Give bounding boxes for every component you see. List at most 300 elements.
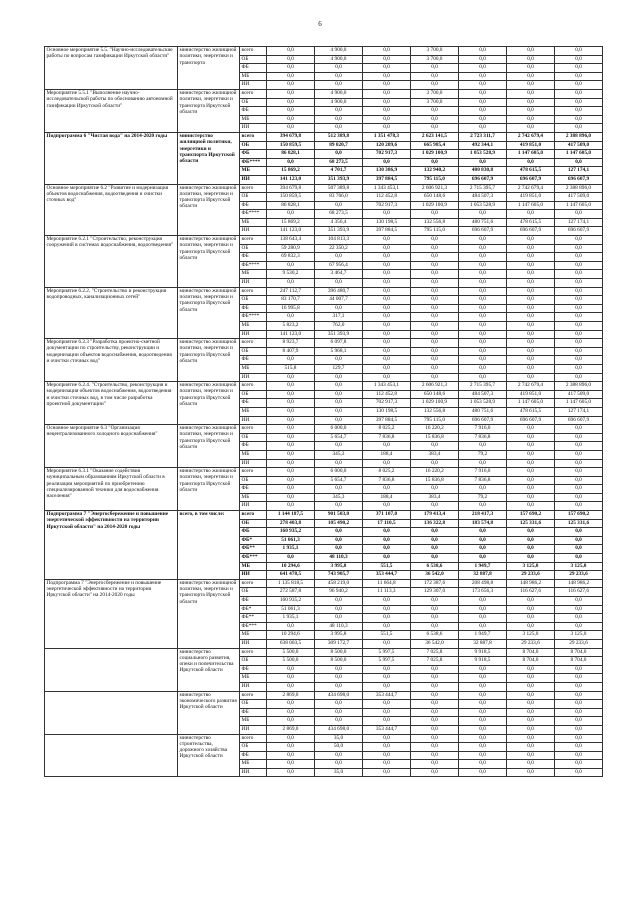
- amount-cell: 3 700,0: [411, 98, 459, 107]
- amount-cell: 0,0: [411, 236, 459, 245]
- amount-cell: 0,0: [459, 81, 507, 90]
- funding-source: ИИ: [240, 502, 267, 511]
- funding-source: ИИ: [240, 227, 267, 236]
- amount-cell: 351 393,9: [315, 330, 363, 339]
- amount-cell: 515,8: [267, 364, 315, 373]
- funding-source: ОБ: [240, 98, 267, 107]
- amount-cell: 148 986,2: [507, 579, 555, 588]
- amount-cell: 0,0: [507, 244, 555, 253]
- funding-source: ОБ: [240, 743, 267, 752]
- amount-cell: 0,0: [507, 485, 555, 494]
- amount-cell: 0,0: [267, 261, 315, 270]
- table-row: [45, 184, 603, 193]
- amount-cell: 3 700,0: [411, 47, 459, 56]
- amount-cell: 0,0: [267, 743, 315, 752]
- amount-cell: 0,0: [315, 545, 363, 554]
- amount-cell: 0,0: [507, 708, 555, 717]
- amount-cell: 0,0: [555, 47, 603, 56]
- amount-cell: 0,0: [315, 253, 363, 262]
- amount-cell: 0,0: [363, 244, 411, 253]
- activity-name: Основное мероприятие 5.5. "Научно-исследовательские работы по вопросам газификации Иркутской области": [45, 47, 178, 90]
- amount-cell: 351 393,9: [315, 175, 363, 184]
- amount-cell: 353 444,7: [363, 691, 411, 700]
- funding-source: ИИ: [240, 373, 267, 382]
- amount-cell: 0,0: [459, 89, 507, 98]
- amount-cell: 0,0: [507, 597, 555, 606]
- amount-cell: 0,0: [555, 347, 603, 356]
- amount-cell: 3 125,0: [555, 562, 603, 571]
- amount-cell: 112 452,8: [363, 193, 411, 202]
- amount-cell: 317,1: [315, 313, 363, 322]
- amount-cell: 1 053 528,9: [459, 399, 507, 408]
- amount-cell: 69 832,3: [267, 253, 315, 262]
- amount-cell: 0,0: [555, 330, 603, 339]
- amount-cell: 0,0: [411, 597, 459, 606]
- amount-cell: 0,0: [363, 236, 411, 245]
- amount-cell: 650 148,6: [411, 390, 459, 399]
- amount-cell: 309 172,7: [315, 639, 363, 648]
- amount-cell: 0,0: [267, 734, 315, 743]
- amount-cell: 484 507,3: [459, 390, 507, 399]
- amount-cell: 29 233,6: [507, 639, 555, 648]
- amount-cell: 0,0: [507, 330, 555, 339]
- amount-cell: 0,0: [555, 751, 603, 760]
- amount-cell: 1 053 528,9: [459, 201, 507, 210]
- amount-cell: 1 147 605,0: [555, 150, 603, 159]
- amount-cell: 0,0: [315, 416, 363, 425]
- amount-cell: 0,0: [363, 734, 411, 743]
- amount-cell: 0,0: [411, 622, 459, 631]
- amount-cell: 105 490,2: [315, 519, 363, 528]
- amount-cell: 2 606 921,3: [411, 184, 459, 193]
- amount-cell: 1 935,1: [267, 545, 315, 554]
- amount-cell: 480 830,8: [459, 167, 507, 176]
- amount-cell: 0,0: [555, 270, 603, 279]
- amount-cell: 0,0: [507, 107, 555, 116]
- amount-cell: 0,0: [267, 751, 315, 760]
- amount-cell: 394 679,8: [267, 184, 315, 193]
- funding-source: ИИ: [240, 725, 267, 734]
- funding-source: МБ: [240, 72, 267, 81]
- amount-cell: 11 113,3: [363, 588, 411, 597]
- table-row: [45, 468, 603, 477]
- amount-cell: 0,0: [363, 554, 411, 563]
- funding-source: всего: [240, 382, 267, 391]
- amount-cell: 1 147 605,0: [507, 399, 555, 408]
- amount-cell: 67 956,4: [315, 261, 363, 270]
- amount-cell: 51 061,3: [267, 536, 315, 545]
- amount-cell: 247 112,7: [267, 287, 315, 296]
- funding-source: ОБ: [240, 476, 267, 485]
- amount-cell: 0,0: [363, 270, 411, 279]
- funding-source: ФБ: [240, 107, 267, 116]
- amount-cell: 0,0: [411, 751, 459, 760]
- amount-cell: 397 884,5: [363, 416, 411, 425]
- amount-cell: 2 715 395,7: [459, 184, 507, 193]
- amount-cell: 0,0: [315, 528, 363, 537]
- amount-cell: 345,3: [315, 493, 363, 502]
- amount-cell: 0,0: [267, 450, 315, 459]
- amount-cell: 1 029 100,9: [411, 399, 459, 408]
- amount-cell: 0,0: [267, 502, 315, 511]
- amount-cell: 0,0: [507, 442, 555, 451]
- amount-cell: 0,0: [555, 468, 603, 477]
- amount-cell: 0,0: [363, 614, 411, 623]
- amount-cell: 0,0: [267, 416, 315, 425]
- amount-cell: 0,0: [555, 253, 603, 262]
- amount-cell: 0,0: [363, 47, 411, 56]
- amount-cell: 5 500,0: [267, 657, 315, 666]
- table-row: [45, 89, 603, 98]
- amount-cell: 0,0: [555, 236, 603, 245]
- amount-cell: 0,0: [315, 442, 363, 451]
- amount-cell: 0,0: [411, 734, 459, 743]
- amount-cell: 0,0: [363, 536, 411, 545]
- amount-cell: 696 607,9: [507, 227, 555, 236]
- amount-cell: 188,4: [363, 450, 411, 459]
- amount-cell: 0,0: [363, 674, 411, 683]
- amount-cell: 0,0: [459, 72, 507, 81]
- amount-cell: 0,0: [507, 356, 555, 365]
- amount-cell: 83 170,7: [267, 296, 315, 305]
- funding-source: ФБ*: [240, 536, 267, 545]
- funding-source: ОБ: [240, 588, 267, 597]
- amount-cell: 0,0: [507, 700, 555, 709]
- activity-name: Подпрограмма 6 "Чистая вода" на 2014-2020 годы: [45, 132, 178, 184]
- amount-cell: 0,0: [363, 597, 411, 606]
- activity-name: Мероприятие 6.2.3 "Разработка проектно-сметной документации по строительству, реконструкции и модернизации объектов водоснабжения, водоотведения и очистки сточных вод": [45, 339, 178, 382]
- amount-cell: 0,0: [507, 373, 555, 382]
- amount-cell: 0,0: [411, 330, 459, 339]
- amount-cell: 68 273,5: [315, 158, 363, 167]
- executor: министерство строительства, дорожного хозяйства Иркутской области: [178, 734, 240, 777]
- amount-cell: 9 918,5: [459, 657, 507, 666]
- amount-cell: 1 343 453,1: [363, 184, 411, 193]
- amount-cell: 6 538,6: [411, 562, 459, 571]
- amount-cell: 8 923,7: [267, 339, 315, 348]
- amount-cell: 5 500,0: [267, 648, 315, 657]
- amount-cell: 0,0: [507, 304, 555, 313]
- amount-cell: 150 859,5: [267, 193, 315, 202]
- amount-cell: 0,0: [459, 347, 507, 356]
- funding-table: [44, 46, 603, 777]
- table-row: [45, 691, 603, 700]
- amount-cell: 0,0: [363, 253, 411, 262]
- amount-cell: 0,0: [459, 304, 507, 313]
- amount-cell: 0,0: [267, 485, 315, 494]
- amount-cell: 0,0: [363, 304, 411, 313]
- amount-cell: 112 452,8: [363, 390, 411, 399]
- amount-cell: 0,0: [363, 639, 411, 648]
- amount-cell: 0,0: [507, 347, 555, 356]
- amount-cell: 0,0: [555, 81, 603, 90]
- amount-cell: 0,0: [555, 768, 603, 777]
- amount-cell: 507 389,8: [315, 184, 363, 193]
- amount-cell: 0,0: [555, 691, 603, 700]
- amount-cell: 0,0: [267, 442, 315, 451]
- funding-source: ИИ: [240, 416, 267, 425]
- amount-cell: 141 123,0: [267, 330, 315, 339]
- amount-cell: 0,0: [555, 279, 603, 288]
- amount-cell: 743 905,7: [315, 571, 363, 580]
- amount-cell: 7 025,8: [411, 657, 459, 666]
- table-row: [45, 511, 603, 520]
- amount-cell: 650 148,6: [411, 193, 459, 202]
- table-row: [45, 47, 603, 56]
- amount-cell: 0,0: [507, 502, 555, 511]
- amount-cell: 0,0: [267, 407, 315, 416]
- amount-cell: 0,0: [315, 150, 363, 159]
- amount-cell: 4 900,0: [315, 89, 363, 98]
- amount-cell: 160 935,2: [267, 597, 315, 606]
- amount-cell: 0,0: [507, 468, 555, 477]
- amount-cell: 0,0: [507, 554, 555, 563]
- amount-cell: 0,0: [267, 382, 315, 391]
- amount-cell: 0,0: [315, 502, 363, 511]
- activity-name: Мероприятие 6.2.2. "Строительство и реконструкция водопроводных, канализационных сетей": [45, 287, 178, 339]
- amount-cell: 2 715 395,7: [459, 382, 507, 391]
- amount-cell: 0,0: [555, 64, 603, 73]
- funding-source: ИИ: [240, 639, 267, 648]
- amount-cell: 0,0: [507, 425, 555, 434]
- amount-cell: 0,0: [363, 296, 411, 305]
- amount-cell: 0,0: [315, 399, 363, 408]
- amount-cell: 0,0: [411, 502, 459, 511]
- amount-cell: 0,0: [363, 356, 411, 365]
- table-row: [45, 339, 603, 348]
- amount-cell: 0,0: [507, 433, 555, 442]
- amount-cell: 0,0: [555, 313, 603, 322]
- amount-cell: 0,0: [555, 734, 603, 743]
- table-row: [45, 648, 603, 657]
- amount-cell: 0,0: [267, 115, 315, 124]
- amount-cell: 5 823,2: [267, 322, 315, 331]
- amount-cell: 0,0: [555, 760, 603, 769]
- amount-cell: 0,0: [267, 665, 315, 674]
- amount-cell: 0,0: [507, 751, 555, 760]
- amount-cell: 86 828,1: [267, 201, 315, 210]
- amount-cell: 0,0: [267, 433, 315, 442]
- amount-cell: 0,0: [459, 751, 507, 760]
- funding-source: ФБ****: [240, 158, 267, 167]
- amount-cell: 0,0: [555, 296, 603, 305]
- amount-cell: 0,0: [315, 382, 363, 391]
- amount-cell: 0,0: [315, 597, 363, 606]
- funding-source: всего: [240, 468, 267, 477]
- amount-cell: 480 751,6: [459, 407, 507, 416]
- amount-cell: 0,0: [411, 665, 459, 674]
- amount-cell: 96 940,2: [315, 588, 363, 597]
- amount-cell: 0,0: [507, 622, 555, 631]
- amount-cell: 0,0: [267, 468, 315, 477]
- amount-cell: 512 389,8: [315, 132, 363, 141]
- funding-source: всего: [240, 511, 267, 520]
- amount-cell: 0,0: [459, 322, 507, 331]
- amount-cell: 0,0: [411, 700, 459, 709]
- amount-cell: 0,0: [363, 72, 411, 81]
- amount-cell: 0,0: [411, 261, 459, 270]
- amount-cell: 5 997,5: [363, 648, 411, 657]
- amount-cell: 0,0: [507, 210, 555, 219]
- amount-cell: 0,0: [459, 442, 507, 451]
- amount-cell: 0,0: [507, 72, 555, 81]
- amount-cell: 417 509,0: [555, 141, 603, 150]
- amount-cell: 0,0: [411, 347, 459, 356]
- executor: министерство жилищной политики, энергетики и транспорта Иркутской области: [178, 579, 240, 648]
- amount-cell: 0,0: [363, 287, 411, 296]
- amount-cell: 0,0: [507, 725, 555, 734]
- amount-cell: 0,0: [267, 313, 315, 322]
- amount-cell: 0,0: [507, 158, 555, 167]
- amount-cell: 0,0: [459, 124, 507, 133]
- funding-source: ФБ: [240, 150, 267, 159]
- amount-cell: 0,0: [555, 674, 603, 683]
- amount-cell: 478 615,5: [507, 407, 555, 416]
- amount-cell: 0,0: [507, 743, 555, 752]
- amount-cell: 0,0: [507, 614, 555, 623]
- table-row: [45, 287, 603, 296]
- funding-source: ОБ: [240, 244, 267, 253]
- amount-cell: 696 607,9: [507, 416, 555, 425]
- amount-cell: 0,0: [315, 107, 363, 116]
- amount-cell: 2 869,0: [267, 725, 315, 734]
- amount-cell: 0,0: [507, 253, 555, 262]
- amount-cell: 278 403,8: [267, 519, 315, 528]
- amount-cell: 0,0: [411, 81, 459, 90]
- funding-source: ИИ: [240, 279, 267, 288]
- amount-cell: 0,0: [411, 313, 459, 322]
- amount-cell: 1 029 100,9: [411, 201, 459, 210]
- amount-cell: 696 607,9: [459, 175, 507, 184]
- amount-cell: 1 935,1: [267, 614, 315, 623]
- amount-cell: 0,0: [555, 700, 603, 709]
- funding-source: ИИ: [240, 682, 267, 691]
- funding-source: ОБ: [240, 296, 267, 305]
- funding-source: ОБ: [240, 55, 267, 64]
- funding-source: ОБ: [240, 193, 267, 202]
- amount-cell: 1 147 605,0: [555, 201, 603, 210]
- amount-cell: 0,0: [363, 485, 411, 494]
- amount-cell: 130 386,9: [363, 167, 411, 176]
- amount-cell: 29 233,6: [555, 639, 603, 648]
- amount-cell: 0,0: [315, 674, 363, 683]
- amount-cell: 696 607,9: [555, 227, 603, 236]
- amount-cell: 218 417,3: [459, 511, 507, 520]
- amount-cell: 160 935,2: [267, 528, 315, 537]
- amount-cell: 0,0: [267, 373, 315, 382]
- amount-cell: 0,0: [507, 64, 555, 73]
- amount-cell: 173 656,3: [459, 588, 507, 597]
- amount-cell: 551,5: [363, 562, 411, 571]
- amount-cell: 0,0: [411, 339, 459, 348]
- funding-source: ИИ: [240, 330, 267, 339]
- amount-cell: 0,0: [363, 339, 411, 348]
- amount-cell: 0,0: [555, 554, 603, 563]
- amount-cell: 0,0: [363, 528, 411, 537]
- amount-cell: 0,0: [507, 665, 555, 674]
- amount-cell: 48 110,3: [315, 622, 363, 631]
- executor: министерство жилищной политики, энергетики и транспорта Иркутской области: [178, 184, 240, 236]
- amount-cell: 141 123,0: [267, 175, 315, 184]
- funding-source: ФБ: [240, 751, 267, 760]
- amount-cell: 696 607,9: [555, 416, 603, 425]
- amount-cell: 0,0: [507, 682, 555, 691]
- amount-cell: 417 509,0: [555, 390, 603, 399]
- amount-cell: 7 836,8: [459, 433, 507, 442]
- funding-source: всего: [240, 184, 267, 193]
- amount-cell: 0,0: [459, 502, 507, 511]
- amount-cell: 0,0: [507, 313, 555, 322]
- amount-cell: 1 343 453,1: [363, 382, 411, 391]
- amount-cell: 0,0: [411, 459, 459, 468]
- amount-cell: 0,0: [267, 72, 315, 81]
- amount-cell: 10 294,6: [267, 562, 315, 571]
- funding-source: ОБ: [240, 347, 267, 356]
- amount-cell: 2 742 679,4: [507, 184, 555, 193]
- funding-source: всего: [240, 287, 267, 296]
- amount-cell: 0,0: [315, 115, 363, 124]
- amount-cell: 0,0: [555, 502, 603, 511]
- amount-cell: 0,0: [363, 81, 411, 90]
- amount-cell: 0,0: [315, 614, 363, 623]
- amount-cell: 8 704,0: [555, 648, 603, 657]
- amount-cell: 0,0: [459, 339, 507, 348]
- amount-cell: 0,0: [267, 622, 315, 631]
- funding-source: всего: [240, 236, 267, 245]
- amount-cell: 0,0: [507, 768, 555, 777]
- amount-cell: 0,0: [459, 270, 507, 279]
- amount-cell: 0,0: [411, 158, 459, 167]
- amount-cell: 129,7: [315, 364, 363, 373]
- amount-cell: 0,0: [459, 64, 507, 73]
- amount-cell: 0,0: [459, 373, 507, 382]
- amount-cell: 345,3: [315, 450, 363, 459]
- amount-cell: 0,0: [315, 760, 363, 769]
- amount-cell: 0,0: [267, 158, 315, 167]
- funding-source: ФБ: [240, 399, 267, 408]
- amount-cell: 0,0: [411, 725, 459, 734]
- table-row: [45, 734, 603, 743]
- amount-cell: 0,0: [459, 485, 507, 494]
- amount-cell: 0,0: [315, 81, 363, 90]
- amount-cell: 0,0: [555, 536, 603, 545]
- amount-cell: 0,0: [459, 244, 507, 253]
- amount-cell: 0,0: [315, 72, 363, 81]
- table-row: [45, 579, 603, 588]
- amount-cell: 2 742 679,4: [507, 132, 555, 141]
- amount-cell: 0,0: [459, 700, 507, 709]
- funding-source: МБ: [240, 218, 267, 227]
- amount-cell: 0,0: [267, 279, 315, 288]
- amount-cell: 2 742 679,4: [507, 382, 555, 391]
- amount-cell: 0,0: [507, 47, 555, 56]
- amount-cell: 0,0: [555, 442, 603, 451]
- amount-cell: 0,0: [411, 364, 459, 373]
- amount-cell: 183 574,8: [459, 519, 507, 528]
- amount-cell: 36 542,0: [411, 571, 459, 580]
- activity-name: Мероприятие 5.5.1 "Выполнение научно-исследовательской работы по обоснованию автономной газификации Иркутской области": [45, 89, 178, 132]
- amount-cell: 0,0: [315, 708, 363, 717]
- funding-source: ФБ****: [240, 261, 267, 270]
- amount-cell: 0,0: [459, 597, 507, 606]
- amount-cell: 136 322,8: [411, 519, 459, 528]
- amount-cell: 6 000,0: [315, 468, 363, 477]
- amount-cell: 0,0: [267, 554, 315, 563]
- funding-source: ИИ: [240, 571, 267, 580]
- amount-cell: 0,0: [315, 373, 363, 382]
- activity-name: Подпрограмма 7 "Энергосбережение и повышение энергетической эффективности на территории Иркутской области" на 2014-2020 годы: [45, 579, 178, 648]
- amount-cell: 0,0: [315, 304, 363, 313]
